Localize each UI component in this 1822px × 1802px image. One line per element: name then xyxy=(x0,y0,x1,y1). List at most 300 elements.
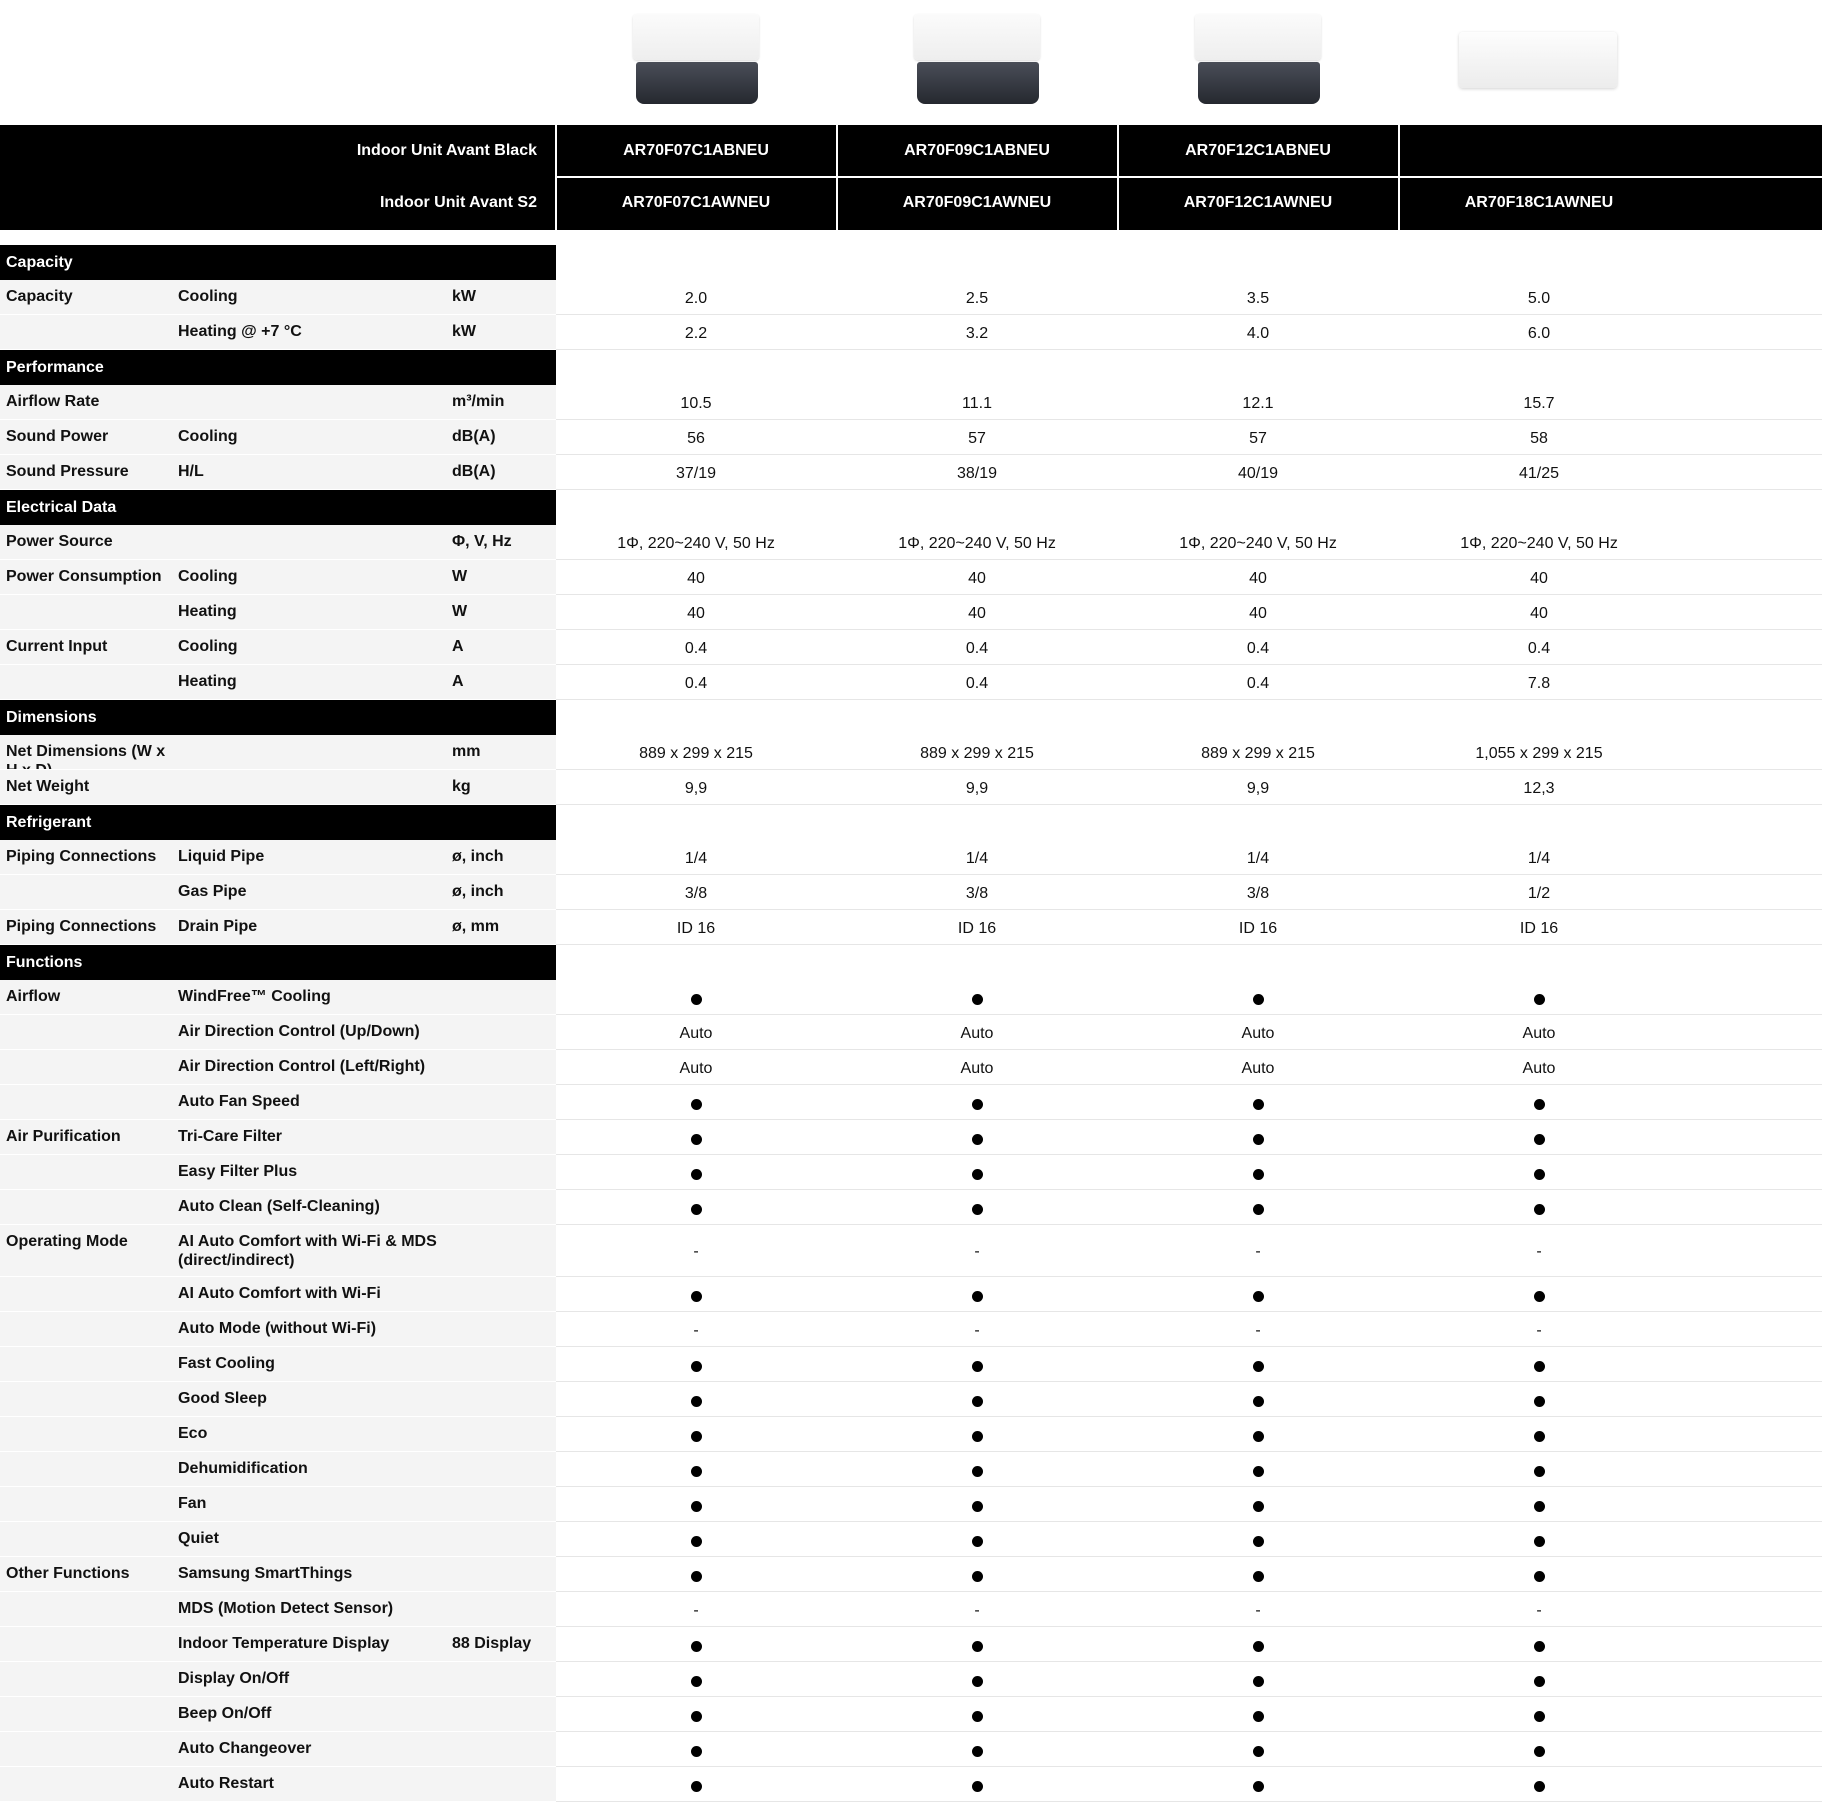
row-group-label: Net Weight xyxy=(6,778,90,795)
bullet-icon xyxy=(972,1099,983,1110)
header-label-avant-black: Indoor Unit Avant Black xyxy=(356,142,537,159)
table-row xyxy=(0,1417,1822,1452)
row-unit-label: A xyxy=(452,673,464,690)
spec-value: - xyxy=(974,1602,980,1619)
spec-value: Auto xyxy=(960,1060,994,1077)
row-group-label: Net Dimensions (W x xyxy=(6,743,166,760)
bullet-icon xyxy=(1534,1169,1545,1180)
bullet-icon xyxy=(1534,1204,1545,1215)
supported-dot-icon xyxy=(837,1129,1117,1148)
spec-value: 1/4 xyxy=(965,850,989,867)
table-row xyxy=(0,1050,1822,1085)
spec-value: 3/8 xyxy=(684,885,708,902)
spec-value: Auto xyxy=(679,1060,713,1077)
unit-panel xyxy=(914,14,1040,60)
table-row xyxy=(0,1347,1822,1382)
spec-value: 0.4 xyxy=(1246,675,1270,692)
table-row xyxy=(0,1697,1822,1732)
spec-value: 12.1 xyxy=(1242,395,1274,412)
row-unit-label: m³/min xyxy=(452,393,505,410)
row-unit-label: dB(A) xyxy=(452,463,496,480)
row-group-label: Other Functions xyxy=(6,1565,130,1582)
row-item-label: H/L xyxy=(178,463,204,480)
row-item-label: Cooling xyxy=(178,428,238,445)
spec-value: 9,9 xyxy=(684,780,708,797)
row-group-label: Power Source xyxy=(6,533,113,550)
row-group-label: Operating Mode xyxy=(6,1233,128,1250)
unit-front-panel xyxy=(917,62,1039,104)
row-item-label: Heating xyxy=(178,673,237,690)
section-title: Capacity xyxy=(6,254,73,271)
supported-dot-icon xyxy=(837,1094,1117,1113)
supported-dot-icon xyxy=(1118,1776,1398,1795)
spec-value: 41/25 xyxy=(1518,465,1560,482)
table-row xyxy=(0,1732,1822,1767)
spec-value: 3/8 xyxy=(1246,885,1270,902)
table-row xyxy=(0,1557,1822,1592)
supported-dot-icon xyxy=(837,1391,1117,1410)
supported-dot-icon xyxy=(1118,1164,1398,1183)
row-item-label: Auto Restart xyxy=(178,1775,275,1792)
supported-dot-icon xyxy=(556,1531,836,1550)
bullet-icon xyxy=(972,1781,983,1792)
unit-front-panel xyxy=(636,62,758,104)
row-group-label: Capacity xyxy=(6,288,73,305)
spec-value: 1/4 xyxy=(1246,850,1270,867)
spec-value: 889 x 299 x 215 xyxy=(1201,745,1315,762)
supported-dot-icon xyxy=(1118,1496,1398,1515)
supported-dot-icon xyxy=(556,1199,836,1218)
bullet-icon xyxy=(1534,1501,1545,1512)
spec-value: 40 xyxy=(968,605,986,622)
row-group-label: Sound Pressure xyxy=(6,463,129,480)
bullet-icon xyxy=(691,1676,702,1687)
bullet-icon xyxy=(1253,1466,1264,1477)
bullet-icon xyxy=(1253,1781,1264,1792)
table-row xyxy=(0,665,1822,700)
spec-value: 6.0 xyxy=(1527,325,1551,342)
supported-dot-icon xyxy=(556,1426,836,1445)
row-label-background xyxy=(0,245,556,280)
row-unit-label: ø, mm xyxy=(452,918,500,935)
table-row xyxy=(0,1767,1822,1802)
spec-value: 40 xyxy=(1530,605,1548,622)
supported-dot-icon xyxy=(556,1461,836,1480)
section-title: Refrigerant xyxy=(6,814,92,831)
model-cell: AR70F12C1AWNEU xyxy=(1183,194,1333,211)
bullet-icon xyxy=(1253,1571,1264,1582)
supported-dot-icon xyxy=(1118,1199,1398,1218)
bullet-icon xyxy=(1534,1571,1545,1582)
spec-value: 4.0 xyxy=(1246,325,1270,342)
row-unit-label: A xyxy=(452,638,464,655)
spec-value: 40 xyxy=(1530,570,1548,587)
table-row xyxy=(0,420,1822,455)
bullet-icon xyxy=(691,1396,702,1407)
row-item-label: Auto Mode (without Wi-Fi) xyxy=(178,1320,377,1337)
supported-dot-icon xyxy=(1118,1741,1398,1760)
row-item-label: Cooling xyxy=(178,568,238,585)
unit-panel xyxy=(1195,14,1321,60)
spec-value: 1Φ, 220~240 V, 50 Hz xyxy=(617,535,775,552)
spec-value: 2.2 xyxy=(684,325,708,342)
bullet-icon xyxy=(1534,1361,1545,1372)
supported-dot-icon xyxy=(837,1356,1117,1375)
row-item-label: Beep On/Off xyxy=(178,1705,272,1722)
bullet-icon xyxy=(972,1641,983,1652)
table-row xyxy=(0,455,1822,490)
supported-dot-icon xyxy=(837,1199,1117,1218)
section-title: Performance xyxy=(6,359,104,376)
bullet-icon xyxy=(1534,1641,1545,1652)
supported-dot-icon xyxy=(1118,989,1398,1008)
table-row xyxy=(0,1120,1822,1155)
bullet-icon xyxy=(691,1204,702,1215)
spec-value: - xyxy=(974,1322,980,1339)
spec-value: 1/2 xyxy=(1527,885,1551,902)
section-title: Functions xyxy=(6,954,83,971)
spec-value: 9,9 xyxy=(965,780,989,797)
table-row xyxy=(0,1225,1822,1277)
table-row xyxy=(0,1085,1822,1120)
bullet-icon xyxy=(691,1571,702,1582)
row-unit-label: 88 Display xyxy=(452,1635,532,1652)
table-row xyxy=(0,630,1822,665)
table-row xyxy=(0,980,1822,1015)
row-item-label: Tri-Care Filter xyxy=(178,1128,283,1145)
spec-value: 40/19 xyxy=(1237,465,1279,482)
table-row xyxy=(0,1452,1822,1487)
row-group-label: Airflow xyxy=(6,988,61,1005)
row-item-label: MDS (Motion Detect Sensor) xyxy=(178,1600,394,1617)
supported-dot-icon xyxy=(556,1741,836,1760)
spec-value: 9,9 xyxy=(1246,780,1270,797)
header-divider xyxy=(1398,125,1400,230)
spec-value: 11.1 xyxy=(962,395,992,412)
spec-value: - xyxy=(1536,1602,1542,1619)
supported-dot-icon xyxy=(1118,1356,1398,1375)
header-divider xyxy=(1117,125,1119,230)
row-item-label: Display On/Off xyxy=(178,1670,290,1687)
table-row xyxy=(0,1312,1822,1347)
supported-dot-icon xyxy=(556,1636,836,1655)
bullet-icon xyxy=(1534,1746,1545,1757)
bullet-icon xyxy=(691,1361,702,1372)
bullet-icon xyxy=(691,994,702,1005)
spec-value: 889 x 299 x 215 xyxy=(639,745,753,762)
supported-dot-icon xyxy=(837,1461,1117,1480)
supported-dot-icon xyxy=(1118,1094,1398,1113)
spec-value: ID 16 xyxy=(957,920,997,937)
supported-dot-icon xyxy=(1118,1671,1398,1690)
unit-front-panel xyxy=(1198,62,1320,104)
spec-value: 1/4 xyxy=(1527,850,1551,867)
bullet-icon xyxy=(1534,1396,1545,1407)
bullet-icon xyxy=(691,1466,702,1477)
supported-dot-icon xyxy=(837,1531,1117,1550)
supported-dot-icon xyxy=(837,1741,1117,1760)
table-row xyxy=(0,1155,1822,1190)
table-row xyxy=(0,595,1822,630)
supported-dot-icon xyxy=(556,1706,836,1725)
row-unit-label: kW xyxy=(452,323,476,340)
row-unit-label: W xyxy=(452,568,468,585)
spec-value: Auto xyxy=(1522,1025,1556,1042)
section-header-row xyxy=(0,945,1822,980)
supported-dot-icon xyxy=(1399,1391,1679,1410)
spec-value: - xyxy=(1255,1322,1261,1339)
spec-value: 5.0 xyxy=(1527,290,1551,307)
unit-panel xyxy=(633,14,759,60)
spec-value: 0.4 xyxy=(965,675,989,692)
spec-value: 0.4 xyxy=(684,675,708,692)
spec-value: 40 xyxy=(968,570,986,587)
supported-dot-icon xyxy=(556,1286,836,1305)
supported-dot-icon xyxy=(1399,989,1679,1008)
supported-dot-icon xyxy=(1399,1129,1679,1148)
supported-dot-icon xyxy=(1399,1566,1679,1585)
bullet-icon xyxy=(1253,1501,1264,1512)
bullet-icon xyxy=(972,1711,983,1722)
spec-value: - xyxy=(693,1322,699,1339)
spec-value: 40 xyxy=(687,605,705,622)
row-item-label: Heating xyxy=(178,603,237,620)
spec-value: - xyxy=(974,1243,980,1260)
section-header-row xyxy=(0,805,1822,840)
section-title: Dimensions xyxy=(6,709,97,726)
row-item-label: Drain Pipe xyxy=(178,918,258,935)
row-unit-label: kg xyxy=(452,778,471,795)
bullet-icon xyxy=(1253,1169,1264,1180)
row-group-label: Airflow Rate xyxy=(6,393,100,410)
row-item-label: Fast Cooling xyxy=(178,1355,275,1372)
bullet-icon xyxy=(1253,994,1264,1005)
spec-value: - xyxy=(1255,1602,1261,1619)
supported-dot-icon xyxy=(1399,1164,1679,1183)
supported-dot-icon xyxy=(1399,1741,1679,1760)
table-row xyxy=(0,280,1822,315)
row-group-label: Sound Power xyxy=(6,428,109,445)
section-header-row xyxy=(0,700,1822,735)
row-item-label: WindFree™ Cooling xyxy=(178,988,331,1005)
bullet-icon xyxy=(691,1291,702,1302)
spec-value: 3.2 xyxy=(965,325,989,342)
table-row xyxy=(0,1662,1822,1697)
table-row xyxy=(0,1015,1822,1050)
spec-value: Auto xyxy=(1241,1025,1275,1042)
bullet-icon xyxy=(972,1676,983,1687)
supported-dot-icon xyxy=(556,1671,836,1690)
supported-dot-icon xyxy=(837,1706,1117,1725)
header-label-avant-s2: Indoor Unit Avant S2 xyxy=(379,194,537,211)
bullet-icon xyxy=(691,1781,702,1792)
row-item-label: Samsung SmartThings xyxy=(178,1565,353,1582)
table-row xyxy=(0,315,1822,350)
spec-value: 12,3 xyxy=(1523,780,1555,797)
bullet-icon xyxy=(972,1501,983,1512)
spec-value: ID 16 xyxy=(676,920,716,937)
section-header-row xyxy=(0,490,1822,525)
spec-value: 40 xyxy=(687,570,705,587)
bullet-icon xyxy=(1253,1134,1264,1145)
spec-value: 0.4 xyxy=(965,640,989,657)
table-row xyxy=(0,910,1822,945)
row-item-label: AI Auto Comfort with Wi-Fi xyxy=(178,1285,381,1302)
row-item-label: Quiet xyxy=(178,1530,219,1547)
model-cell: AR70F18C1AWNEU xyxy=(1464,194,1614,211)
row-unit-label: Φ, V, Hz xyxy=(452,533,512,550)
row-item-label: Indoor Temperature Display xyxy=(178,1635,390,1652)
bullet-icon xyxy=(1534,1431,1545,1442)
row-item-label: Fan xyxy=(178,1495,207,1512)
spec-value: 1Φ, 220~240 V, 50 Hz xyxy=(1460,535,1618,552)
spec-value: 7.8 xyxy=(1527,675,1551,692)
row-item-label: AI Auto Comfort with Wi-Fi & MDS (direct/indirect) xyxy=(178,1233,437,1269)
bullet-icon xyxy=(972,1431,983,1442)
bullet-icon xyxy=(1253,1396,1264,1407)
spec-value: 10.5 xyxy=(680,395,712,412)
supported-dot-icon xyxy=(837,989,1117,1008)
spec-value: 1Φ, 220~240 V, 50 Hz xyxy=(1179,535,1337,552)
bullet-icon xyxy=(1253,1711,1264,1722)
table-row xyxy=(0,1190,1822,1225)
unit-panel xyxy=(1459,32,1617,88)
bullet-icon xyxy=(972,1291,983,1302)
table-row xyxy=(0,560,1822,595)
table-row xyxy=(0,1627,1822,1662)
supported-dot-icon xyxy=(1118,1129,1398,1148)
supported-dot-icon xyxy=(1118,1706,1398,1725)
spec-value: Auto xyxy=(679,1025,713,1042)
spec-value: 2.5 xyxy=(965,290,989,307)
row-label-background xyxy=(0,945,556,980)
supported-dot-icon xyxy=(556,989,836,1008)
spec-value: 37/19 xyxy=(675,465,717,482)
row-item-label: Air Direction Control (Left/Right) xyxy=(178,1058,426,1075)
row-item-label: Dehumidification xyxy=(178,1460,308,1477)
supported-dot-icon xyxy=(1399,1461,1679,1480)
row-unit-label: ø, inch xyxy=(452,883,504,900)
row-group-label: Current Input xyxy=(6,638,108,655)
bullet-icon xyxy=(1534,1781,1545,1792)
spec-value: 1/4 xyxy=(684,850,708,867)
bullet-icon xyxy=(1534,1134,1545,1145)
supported-dot-icon xyxy=(837,1636,1117,1655)
row-item-label: Auto Clean (Self-Cleaning) xyxy=(178,1198,380,1215)
spec-value: 38/19 xyxy=(956,465,998,482)
supported-dot-icon xyxy=(556,1776,836,1795)
supported-dot-icon xyxy=(1399,1426,1679,1445)
supported-dot-icon xyxy=(556,1356,836,1375)
table-row xyxy=(0,525,1822,560)
bullet-icon xyxy=(1253,1431,1264,1442)
supported-dot-icon xyxy=(837,1286,1117,1305)
spec-value: - xyxy=(1536,1243,1542,1260)
bullet-icon xyxy=(1253,1099,1264,1110)
unit-images xyxy=(0,0,1822,125)
supported-dot-icon xyxy=(1399,1671,1679,1690)
row-item-label: Heating @ +7 °C xyxy=(178,323,302,340)
header-divider xyxy=(836,125,838,230)
spec-value: 0.4 xyxy=(1527,640,1551,657)
spec-value: ID 16 xyxy=(1238,920,1278,937)
spec-value: 57 xyxy=(968,430,986,447)
table-row xyxy=(0,1522,1822,1557)
supported-dot-icon xyxy=(1399,1356,1679,1375)
row-group-label: Piping Connections xyxy=(6,848,157,865)
bullet-icon xyxy=(972,1571,983,1582)
supported-dot-icon xyxy=(556,1391,836,1410)
bullet-icon xyxy=(1534,994,1545,1005)
row-item-label: Cooling xyxy=(178,638,238,655)
section-title: Electrical Data xyxy=(6,499,117,516)
bullet-icon xyxy=(1253,1291,1264,1302)
bullet-icon xyxy=(691,1711,702,1722)
bullet-icon xyxy=(1253,1361,1264,1372)
bullet-icon xyxy=(1534,1536,1545,1547)
supported-dot-icon xyxy=(556,1094,836,1113)
spec-value: 57 xyxy=(1249,430,1267,447)
supported-dot-icon xyxy=(1118,1426,1398,1445)
bullet-icon xyxy=(1253,1204,1264,1215)
row-group-label: Power Consumption xyxy=(6,568,162,585)
table-row xyxy=(0,1277,1822,1312)
model-cell: AR70F09C1ABNEU xyxy=(904,142,1050,159)
row-item-label: Liquid Pipe xyxy=(178,848,265,865)
bullet-icon xyxy=(972,1536,983,1547)
supported-dot-icon xyxy=(1118,1461,1398,1480)
supported-dot-icon xyxy=(556,1164,836,1183)
supported-dot-icon xyxy=(1399,1706,1679,1725)
supported-dot-icon xyxy=(1399,1199,1679,1218)
spec-value: - xyxy=(1255,1243,1261,1260)
bullet-icon xyxy=(691,1099,702,1110)
spec-value: Auto xyxy=(1522,1060,1556,1077)
row-unit-label: dB(A) xyxy=(452,428,496,445)
spec-value: 0.4 xyxy=(1246,640,1270,657)
supported-dot-icon xyxy=(1399,1094,1679,1113)
supported-dot-icon xyxy=(556,1129,836,1148)
model-cell: AR70F12C1ABNEU xyxy=(1185,142,1331,159)
row-item-label: Cooling xyxy=(178,288,238,305)
spec-value: ID 16 xyxy=(1519,920,1559,937)
spec-value: 15.7 xyxy=(1523,395,1555,412)
table-row xyxy=(0,1382,1822,1417)
bullet-icon xyxy=(972,1204,983,1215)
bullet-icon xyxy=(691,1431,702,1442)
spec-value: Auto xyxy=(1241,1060,1275,1077)
model-cell: AR70F07C1ABNEU xyxy=(623,142,769,159)
table-row xyxy=(0,1487,1822,1522)
row-item-label: Auto Fan Speed xyxy=(178,1093,300,1110)
spec-value: - xyxy=(693,1243,699,1260)
spec-value: 3/8 xyxy=(965,885,989,902)
row-item-label: Eco xyxy=(178,1425,208,1442)
row-unit-label: W xyxy=(452,603,468,620)
supported-dot-icon xyxy=(556,1566,836,1585)
spec-value: Auto xyxy=(960,1025,994,1042)
table-row xyxy=(0,875,1822,910)
supported-dot-icon xyxy=(837,1776,1117,1795)
bullet-icon xyxy=(1534,1099,1545,1110)
row-group-label: Air Purification xyxy=(6,1128,121,1145)
bullet-icon xyxy=(1534,1291,1545,1302)
bullet-icon xyxy=(691,1169,702,1180)
header-divider xyxy=(555,125,557,230)
spec-value: 3.5 xyxy=(1246,290,1270,307)
spec-value: 2.0 xyxy=(684,290,708,307)
bullet-icon xyxy=(1534,1466,1545,1477)
